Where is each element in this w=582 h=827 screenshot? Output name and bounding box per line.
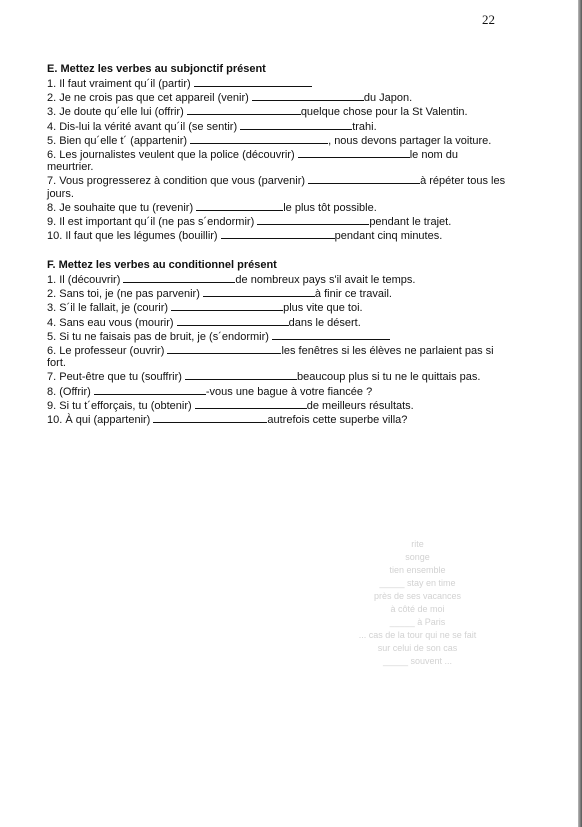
exercise-continuation: plus vite que toi.: [283, 302, 363, 315]
bleed-through-line: _____ à Paris: [389, 617, 446, 627]
exercise-line: [47, 343, 507, 369]
exercise-continuation: beaucoup plus si tu ne le quittais pas.: [296, 371, 481, 384]
answer-blank[interactable]: [298, 147, 410, 158]
exercise-prompt: 2. Je ne crois pas que cet appareil (venir): [47, 92, 252, 105]
exercise-prompt: 10. À qui (appartenir): [47, 414, 154, 427]
exercise-prompt: 8. (Offrir): [47, 385, 94, 398]
exercise-line: [47, 119, 507, 133]
bleed-through-line: _____ stay en time: [379, 578, 456, 588]
exercise-line: [47, 272, 507, 286]
exercise-line: [47, 412, 507, 426]
exercise-continuation: quelque chose pour la St Valentin.: [300, 106, 468, 119]
bleed-through-line: près de ses vacances: [373, 591, 462, 601]
section-f-title: F. Mettez les verbes au conditionnel présent: [47, 259, 277, 271]
exercise-continuation: de meilleurs résultats.: [306, 399, 414, 412]
exercise-continuation: de nombreux pays s'il avait le temps.: [235, 274, 416, 286]
exercise-prompt: 1. Il (découvrir): [47, 274, 124, 286]
bleed-through-text: [310, 538, 525, 668]
exercise-line: [47, 214, 507, 228]
exercise-line: [47, 315, 507, 329]
answer-blank[interactable]: [308, 173, 420, 184]
answer-blank[interactable]: [171, 300, 283, 311]
exercise-continuation: le nom du meurtrier.: [47, 149, 459, 174]
exercise-prompt: 6. Le professeur (ouvrir): [47, 345, 168, 358]
exercise-line: [47, 398, 507, 412]
exercise-prompt: 7. Vous progresserez à condition que vous (parvenir): [47, 175, 309, 188]
answer-blank[interactable]: [177, 315, 289, 326]
exercise-line: [47, 76, 507, 90]
exercise-continuation: les fenêtres si les élèves ne parlaient pas si fort.: [47, 345, 494, 370]
exercise-prompt: 6. Les journalistes veulent que la police (découvrir): [47, 149, 298, 162]
bleed-through-line: songe: [405, 552, 430, 562]
page-number: 22: [482, 12, 495, 27]
answer-blank[interactable]: [167, 343, 281, 354]
answer-blank[interactable]: [240, 119, 352, 130]
exercise-line: [47, 329, 507, 343]
exercise-line: [47, 133, 507, 147]
exercise-line: [47, 286, 507, 300]
answer-blank[interactable]: [185, 369, 297, 380]
bleed-through-line: sur celui de son cas: [377, 643, 458, 653]
exercise-prompt: 3. Je doute qu´elle lui (offrir): [47, 106, 187, 119]
section-e: [47, 63, 507, 242]
exercise-line: [47, 90, 507, 104]
exercise-prompt: 7. Peut-être que tu (souffrir): [47, 371, 185, 384]
answer-blank[interactable]: [252, 90, 364, 101]
exercise-continuation: le plus tôt possible.: [283, 201, 377, 214]
scan-edge-shadow: [578, 0, 582, 827]
exercise-line: [47, 104, 507, 118]
exercise-continuation: du Japon.: [363, 92, 413, 105]
exercise-prompt: 1. Il faut vraiment qu´il (partir): [47, 78, 194, 90]
exercise-continuation: à finir ce travail.: [314, 288, 392, 301]
exercise-continuation: pendant cinq minutes.: [334, 230, 443, 243]
bleed-through-line: _____ souvent ...: [382, 656, 453, 666]
exercise-prompt: 9. Si tu t´efforçais, tu (obtenir): [47, 399, 195, 412]
exercise-continuation: à répéter tous les jours.: [47, 175, 506, 200]
bleed-through-line: à côté de moi: [390, 604, 445, 614]
answer-blank[interactable]: [272, 329, 390, 340]
exercise-line: [47, 384, 507, 398]
section-e-exercises: [47, 76, 507, 242]
answer-blank[interactable]: [203, 286, 315, 297]
answer-blank[interactable]: [123, 272, 235, 283]
exercise-prompt: 5. Si tu ne faisais pas de bruit, je (s´endormir): [47, 330, 272, 343]
exercise-line: [47, 200, 507, 214]
answer-blank[interactable]: [221, 228, 335, 239]
exercise-line: [47, 300, 507, 314]
answer-blank[interactable]: [153, 412, 267, 423]
answer-blank[interactable]: [94, 384, 206, 395]
answer-blank[interactable]: [194, 76, 312, 87]
exercise-line: [47, 173, 507, 199]
exercise-line: [47, 147, 507, 173]
bleed-through-line: ... cas de la tour qui ne se fait: [358, 630, 477, 640]
bleed-through-line: rite: [411, 539, 424, 549]
exercise-prompt: 10. Il faut que les légumes (bouillir): [47, 230, 221, 243]
exercise-continuation: autrefois cette superbe villa?: [267, 414, 408, 427]
exercise-prompt: 5. Bien qu´elle t´ (appartenir): [47, 134, 191, 147]
exercise-line: [47, 228, 507, 242]
exercise-continuation: -vous une bague à votre fiancée ?: [205, 385, 373, 398]
section-f: [47, 259, 507, 426]
exercise-continuation: , nous devons partager la voiture.: [328, 134, 492, 147]
section-e-title: E. Mettez les verbes au subjonctif présent: [47, 63, 266, 75]
answer-blank[interactable]: [257, 214, 369, 225]
exercise-prompt: 4. Dis-lui la vérité avant qu´il (se sentir): [47, 120, 241, 133]
answer-blank[interactable]: [190, 133, 328, 144]
bleed-through-line: tien ensemble: [389, 565, 446, 575]
exercise-prompt: 9. Il est important qu´il (ne pas s´endormir): [47, 216, 258, 229]
exercise-line: [47, 369, 507, 383]
exercise-prompt: 8. Je souhaite que tu (revenir): [47, 201, 197, 214]
answer-blank[interactable]: [196, 200, 283, 211]
answer-blank[interactable]: [187, 104, 301, 115]
section-f-exercises: [47, 272, 507, 426]
exercise-prompt: 2. Sans toi, je (ne pas parvenir): [47, 288, 203, 301]
exercise-prompt: 4. Sans eau vous (mourir): [47, 316, 177, 329]
answer-blank[interactable]: [195, 398, 307, 409]
exercise-continuation: dans le désert.: [288, 316, 361, 329]
exercise-prompt: 3. S´il le fallait, je (courir): [47, 302, 172, 315]
exercise-continuation: pendant le trajet.: [369, 216, 452, 229]
exercise-continuation: trahi.: [352, 120, 377, 133]
